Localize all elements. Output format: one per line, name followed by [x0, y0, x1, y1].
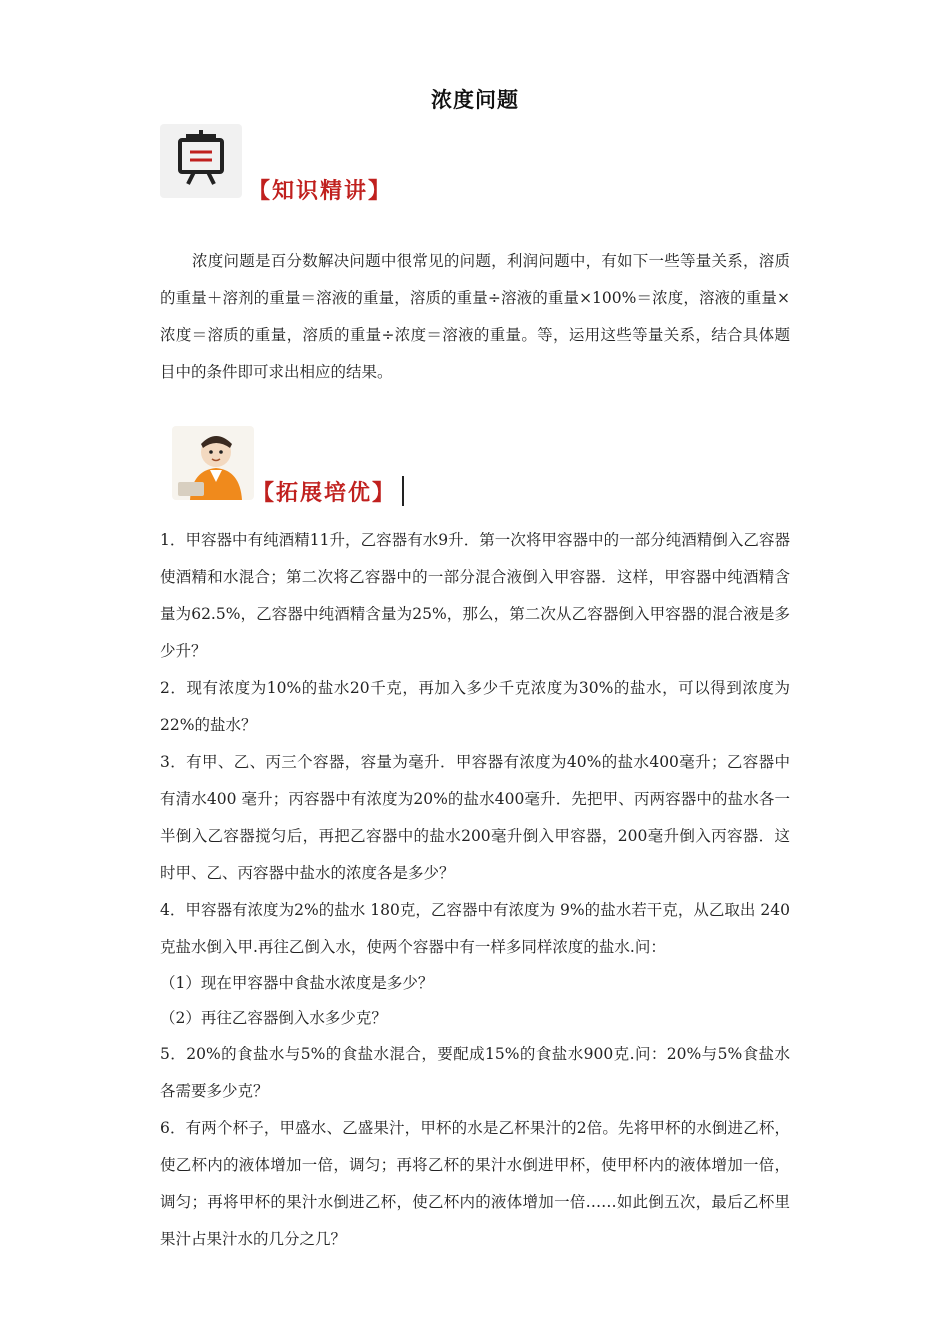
- problem-5: 5．20%的食盐水与5%的食盐水混合，要配成15%的食盐水900克.问：20%与5%食盐水各需要多少克？: [160, 1045, 790, 1100]
- section1-banner: 【知识精讲】: [248, 178, 393, 204]
- section2-icon-box: [172, 426, 254, 500]
- problem-list: [160, 522, 790, 1258]
- section2-banner: 【拓展培优】: [252, 480, 397, 506]
- presentation-board-icon: [160, 124, 242, 198]
- problem-6: 6．有两个杯子，甲盛水、乙盛果汁，甲杯的水是乙杯果汁的2倍。先将甲杯的水倒进乙杯，使乙杯内的液体增加一倍，调匀；再将乙杯的果汁水倒进甲杯，使甲杯内的液体增加一倍，调匀；再将甲杯的果汁水倒进乙杯，使乙杯内的液体增加一倍……如此倒五次，最后乙杯里果汁占果汁水的几分之几？: [160, 1119, 790, 1248]
- section1-icon-box: [160, 124, 242, 198]
- intro-paragraph: 浓度问题是百分数解决问题中很常见的问题，利润问题中，有如下一些等量关系，溶质的重量＋溶剂的重量＝溶液的重量，溶质的重量÷溶液的重量×100%＝浓度，溶液的重量×浓度＝溶质的重量，溶质的重量÷浓度＝溶液的重量。等，运用这些等量关系，结合具体题目中的条件即可求出相应的结果。: [160, 252, 790, 381]
- problem-4-sub-1: （1）现在甲容器中食盐水浓度是多少？: [160, 974, 434, 992]
- problem-1: 1．甲容器中有纯酒精11升，乙容器有水9升．第一次将甲容器中的一部分纯酒精倒入乙容器使酒精和水混合；第二次将乙容器中的一部分混合液倒入甲容器．这样，甲容器中纯酒精含量为62.5%，乙容器中纯酒精含量为25%，那么，第二次从乙容器倒入甲容器的混合液是多少升？: [160, 531, 790, 660]
- teacher-avatar-icon: [172, 426, 254, 500]
- text-cursor: [402, 476, 404, 506]
- problem-4: 4．甲容器有浓度为2%的盐水 180克，乙容器中有浓度为 9%的盐水若干克，从乙取出 240克盐水倒入甲.再往乙倒入水，使两个容器中有一样多同样浓度的盐水.问：: [160, 901, 790, 956]
- problem-3: 3．有甲、乙、丙三个容器，容量为毫升．甲容器有浓度为40%的盐水400毫升；乙容器中有清水400 毫升；丙容器中有浓度为20%的盐水400毫升．先把甲、丙两容器中的盐水各一半倒入乙容器搅匀后，再把乙容器中的盐水200毫升倒入甲容器，200毫升倒入丙容器．这时甲、乙、丙容器中盐水的浓度各是多少？: [160, 753, 790, 882]
- page-title: 浓度问题: [431, 88, 519, 112]
- problem-4-sub-2: （2）再往乙容器倒入水多少克？: [160, 1009, 387, 1027]
- problem-2: 2．现有浓度为10%的盐水20千克，再加入多少千克浓度为30%的盐水，可以得到浓度为22%的盐水？: [160, 679, 790, 734]
